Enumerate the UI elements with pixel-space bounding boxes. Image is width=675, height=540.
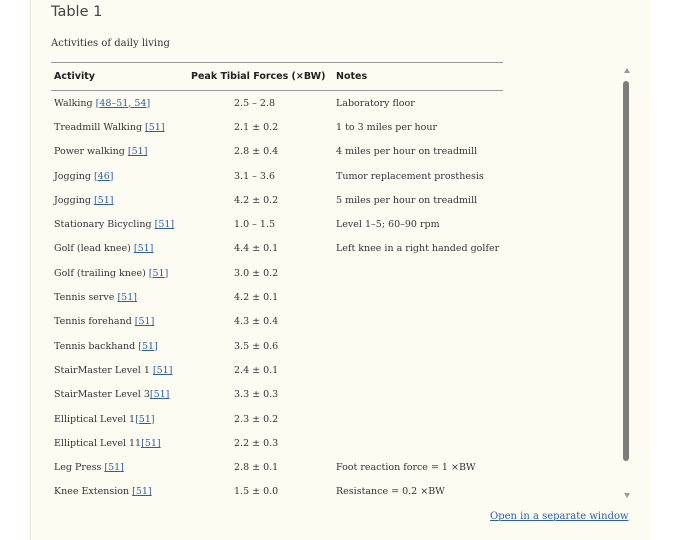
activity-cell [51, 115, 191, 139]
reference-link[interactable]: 51 [156, 364, 169, 376]
reference-link[interactable]: 51 [137, 243, 150, 255]
activity-label: StairMaster Level 1 [54, 364, 153, 376]
peak-force-cell: 3.5 ± 0.6 [234, 340, 279, 352]
reference-link[interactable]: 51 [141, 340, 155, 352]
reference-link[interactable]: 51 [108, 462, 121, 474]
activity-label: Knee Extension [54, 486, 133, 498]
table-row [51, 431, 503, 455]
ref-bracket-open: [ [148, 267, 153, 279]
notes-cell: Tumor replacement prosthesis [336, 170, 484, 182]
notes-cell [336, 285, 503, 309]
ref-bracket-close: ] [165, 389, 170, 401]
table-row [51, 310, 503, 334]
table-row [51, 407, 503, 431]
activities-table [51, 62, 503, 504]
reference-link[interactable]: 51 [148, 121, 161, 133]
activity-cell [51, 261, 191, 285]
notes-cell [336, 383, 503, 407]
notes-cell [336, 358, 503, 382]
table-row [51, 212, 503, 236]
table-panel [30, 0, 651, 540]
activity-label: Jogging [54, 194, 94, 206]
peak-force-cell: 4.3 ± 0.4 [234, 316, 279, 328]
ref-bracket-open: [ [93, 170, 98, 182]
activity-cell [51, 212, 191, 236]
table-row [51, 91, 503, 116]
peak-force-cell: 4.2 ± 0.1 [234, 292, 279, 304]
activity-label: Tennis backhand [54, 340, 139, 352]
notes-cell: Resistance = 0.2 ×BW [336, 486, 445, 498]
ref-bracket-open: [ [145, 121, 149, 133]
activity-cell [51, 431, 191, 455]
column-header-activity: Activity [51, 63, 191, 91]
activity-cell [51, 285, 191, 309]
reference-link[interactable]: 51 [158, 219, 171, 231]
ref-bracket-close: ] [164, 267, 169, 279]
activity-label: Stationary Bicycling [54, 219, 155, 231]
activity-cell [51, 407, 191, 431]
ref-bracket-close: ] [147, 486, 152, 498]
activity-cell [51, 310, 191, 334]
reference-link[interactable]: 51 [131, 146, 144, 158]
ref-bracket-open: [ [132, 486, 136, 498]
peak-force-cell: 2.1 ± 0.2 [234, 121, 279, 133]
table-row [51, 164, 503, 188]
activity-cell [51, 358, 191, 382]
activity-label: Walking [54, 97, 96, 109]
notes-cell [336, 310, 503, 334]
activity-cell [51, 383, 191, 407]
table-header-row [51, 63, 503, 91]
ref-bracket-open: [ [141, 437, 145, 449]
scroll-thumb[interactable] [623, 81, 629, 461]
ref-bracket-close: ] [146, 97, 151, 109]
peak-force-cell: 2.8 ± 0.1 [234, 462, 279, 474]
ref-bracket-close: ] [149, 243, 154, 255]
ref-bracket-close: ] [170, 219, 175, 231]
peak-force-cell: 2.3 ± 0.2 [234, 413, 279, 425]
activity-label: Elliptical Level 11 [54, 437, 142, 449]
activity-cell [51, 188, 191, 212]
ref-bracket-close: ] [133, 292, 137, 304]
ref-bracket-open: [ [93, 194, 98, 206]
ref-bracket-close: ] [109, 194, 114, 206]
ref-bracket-close: ] [120, 462, 124, 474]
reference-link[interactable]: 51 [138, 413, 151, 425]
activity-label: Golf (lead knee) [54, 243, 134, 255]
scroll-up-arrow-icon[interactable] [624, 68, 630, 73]
reference-link[interactable]: 51 [144, 437, 157, 449]
ref-bracket-open: [ [138, 340, 142, 352]
activity-label: Jogging [54, 170, 94, 182]
notes-cell: 1 to 3 miles per hour [336, 121, 438, 133]
ref-separator: , [128, 97, 135, 109]
ref-bracket-open: [ [135, 413, 139, 425]
peak-force-cell: 2.2 ± 0.3 [234, 437, 279, 449]
ref-bracket-open: [ [104, 462, 109, 474]
ref-bracket-close: ] [156, 437, 161, 449]
notes-cell: Level 1–5; 60–90 rpm [336, 219, 440, 231]
reference-link[interactable]: 51 [152, 267, 165, 279]
table-row [51, 140, 503, 164]
ref-bracket-open: [ [149, 389, 154, 401]
activity-label: Tennis forehand [54, 316, 135, 328]
peak-force-cell: 3.0 ± 0.2 [234, 267, 279, 279]
ref-bracket-open: [ [152, 364, 157, 376]
peak-force-cell: 2.4 ± 0.1 [234, 364, 279, 376]
peak-force-cell: 3.1 – 3.6 [234, 170, 276, 182]
reference-link[interactable]: 54 [134, 97, 147, 109]
activity-label: Golf (trailing knee) [54, 267, 149, 279]
table-row [51, 285, 503, 309]
ref-bracket-open: [ [133, 243, 138, 255]
peak-force-cell: 4.2 ± 0.2 [234, 194, 279, 206]
reference-link[interactable]: –51 [111, 97, 129, 109]
ref-bracket-close: ] [150, 413, 155, 425]
table-row [51, 115, 503, 139]
notes-cell: 4 miles per hour on treadmill [336, 146, 478, 158]
peak-force-cell: 1.0 – 1.5 [234, 219, 276, 231]
notes-cell: 5 miles per hour on treadmill [336, 194, 478, 206]
activity-label: Tennis serve [54, 292, 118, 304]
ref-bracket-close: ] [150, 316, 155, 328]
activity-cell [51, 237, 191, 261]
table-row [51, 383, 503, 407]
table-row [51, 480, 503, 504]
reference-link[interactable]: 51 [153, 389, 166, 401]
peak-force-cell: 4.4 ± 0.1 [234, 243, 279, 255]
ref-bracket-open: [ [127, 146, 132, 158]
ref-bracket-open: [ [95, 97, 100, 109]
ref-bracket-close: ] [168, 364, 173, 376]
reference-link[interactable]: 51 [121, 292, 134, 304]
activity-cell [51, 140, 191, 164]
reference-link[interactable]: 51 [97, 194, 110, 206]
ref-bracket-open: [ [154, 219, 159, 231]
notes-cell [336, 334, 503, 358]
notes-cell [336, 431, 503, 455]
table-row [51, 455, 503, 479]
activity-cell [51, 91, 191, 116]
ref-bracket-close: ] [154, 340, 158, 352]
ref-bracket-open: [ [117, 292, 122, 304]
notes-cell: Left knee in a right handed golfer [336, 243, 500, 255]
reference-link[interactable]: 48 [99, 97, 112, 109]
table-row [51, 358, 503, 382]
column-header-notes: Notes [336, 63, 503, 91]
notes-cell [336, 261, 503, 285]
column-header-peak-tibial-forces: Peak Tibial Forces (×BW) [191, 63, 336, 91]
activity-cell [51, 455, 191, 479]
table-row [51, 237, 503, 261]
peak-force-cell: 2.5 – 2.8 [234, 97, 276, 109]
scroll-down-arrow-icon[interactable] [624, 493, 630, 498]
vertical-scrollbar[interactable] [622, 68, 632, 498]
ref-bracket-close: ] [109, 170, 114, 182]
ref-bracket-close: ] [160, 121, 165, 133]
reference-link[interactable]: 51 [135, 486, 148, 498]
ref-bracket-open: [ [134, 316, 139, 328]
table-caption: Activities of daily living [51, 38, 170, 49]
table-row [51, 334, 503, 358]
activity-label: Leg Press [54, 462, 105, 474]
table-row [51, 188, 503, 212]
table-row [51, 261, 503, 285]
peak-force-cell: 1.5 ± 0.0 [234, 486, 279, 498]
open-in-separate-window-link[interactable]: Open in a separate window [490, 511, 629, 522]
activity-cell [51, 164, 191, 188]
peak-force-cell: 3.3 ± 0.3 [234, 389, 279, 401]
peak-force-cell: 2.8 ± 0.4 [234, 146, 279, 158]
activity-label: Elliptical Level 1 [54, 413, 136, 425]
notes-cell: Laboratory floor [336, 97, 415, 109]
reference-link[interactable]: 46 [97, 170, 110, 182]
activity-label: Treadmill Walking [54, 121, 146, 133]
notes-cell: Foot reaction force = 1 ×BW [336, 462, 476, 474]
activity-cell [51, 334, 191, 358]
table-body [51, 91, 503, 505]
activity-label: Power walking [54, 146, 128, 158]
activity-cell [51, 480, 191, 504]
activity-label: StairMaster Level 3 [54, 389, 150, 401]
ref-bracket-close: ] [143, 146, 148, 158]
reference-link[interactable]: 51 [138, 316, 151, 328]
notes-cell [336, 407, 503, 431]
table-title: Table 1 [51, 4, 103, 20]
